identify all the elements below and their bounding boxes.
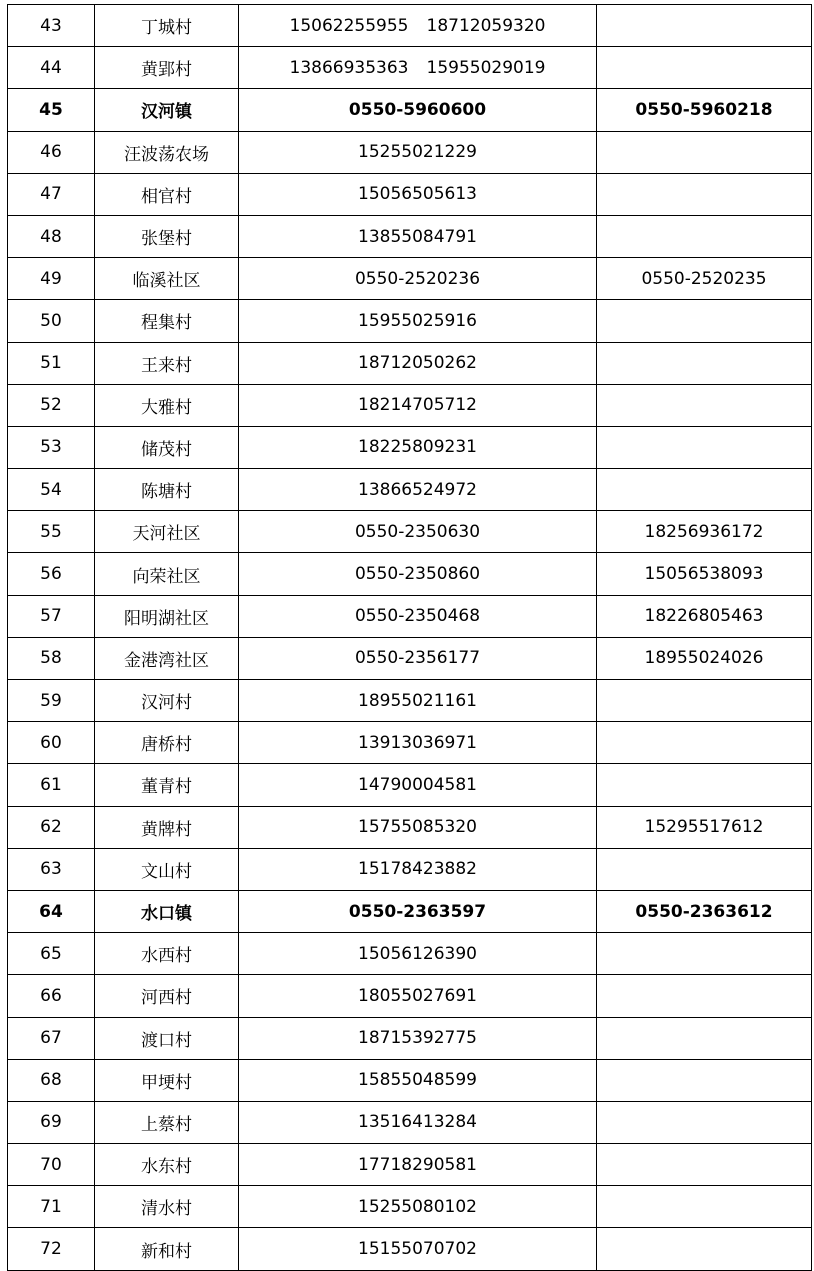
backup-phone-cell [597, 469, 812, 511]
phone-cell: 13913036971 [239, 722, 597, 764]
unit-name-cell: 清水村 [95, 1186, 239, 1228]
unit-name-cell: 文山村 [95, 848, 239, 890]
backup-phone-cell [597, 1228, 812, 1270]
phone-cell: 0550-2350468 [239, 595, 597, 637]
table-row [8, 469, 812, 511]
phone-cell: 15178423882 [239, 848, 597, 890]
phone-cell: 18225809231 [239, 426, 597, 468]
backup-phone-cell [597, 1017, 812, 1059]
row-number-cell: 53 [8, 426, 95, 468]
phone-cell: 18715392775 [239, 1017, 597, 1059]
row-number-cell: 43 [8, 5, 95, 47]
unit-name-cell: 黄牌村 [95, 806, 239, 848]
table-row [8, 1059, 812, 1101]
backup-phone-cell [597, 300, 812, 342]
phone-cell: 14790004581 [239, 764, 597, 806]
table-row [8, 258, 812, 300]
row-number-cell: 71 [8, 1186, 95, 1228]
phone-number: 15062255955 [289, 15, 409, 36]
phone-cell: 0550-2520236 [239, 258, 597, 300]
phone-cell: 0550-2350860 [239, 553, 597, 595]
phone-cell: 18214705712 [239, 384, 597, 426]
row-number-cell: 68 [8, 1059, 95, 1101]
backup-phone-cell [597, 426, 812, 468]
backup-phone-cell: 18955024026 [597, 637, 812, 679]
backup-phone-cell [597, 680, 812, 722]
unit-name-cell: 大雅村 [95, 384, 239, 426]
unit-name-cell: 新和村 [95, 1228, 239, 1270]
table-row [8, 764, 812, 806]
backup-phone-cell: 18256936172 [597, 511, 812, 553]
unit-name-cell: 水西村 [95, 933, 239, 975]
unit-name-cell: 汉河镇 [95, 89, 239, 131]
backup-phone-cell [597, 384, 812, 426]
unit-name-cell: 阳明湖社区 [95, 595, 239, 637]
unit-name-cell: 临溪社区 [95, 258, 239, 300]
table-row [8, 806, 812, 848]
phone-cell: 0550-2356177 [239, 637, 597, 679]
unit-name-cell: 渡口村 [95, 1017, 239, 1059]
backup-phone-cell [597, 975, 812, 1017]
phone-cell: 18955021161 [239, 680, 597, 722]
row-number-cell: 65 [8, 933, 95, 975]
backup-phone-cell: 0550-2520235 [597, 258, 812, 300]
backup-phone-cell [597, 131, 812, 173]
phone-number-secondary: 18712059320 [426, 15, 546, 36]
backup-phone-cell [597, 47, 812, 89]
table-row [8, 848, 812, 890]
row-number-cell: 62 [8, 806, 95, 848]
row-number-cell: 45 [8, 89, 95, 131]
table-row [8, 890, 812, 932]
row-number-cell: 49 [8, 258, 95, 300]
row-number-cell: 48 [8, 215, 95, 257]
phone-cell: 18055027691 [239, 975, 597, 1017]
row-number-cell: 58 [8, 637, 95, 679]
backup-phone-cell [597, 1101, 812, 1143]
row-number-cell: 59 [8, 680, 95, 722]
table-row [8, 975, 812, 1017]
row-number-cell: 70 [8, 1144, 95, 1186]
table-row [8, 131, 812, 173]
table-row [8, 300, 812, 342]
phone-cell: 15955025916 [239, 300, 597, 342]
phone-cell: 0550-2350630 [239, 511, 597, 553]
contact-table [7, 4, 812, 1271]
table-row [8, 342, 812, 384]
backup-phone-cell [597, 764, 812, 806]
backup-phone-cell: 15295517612 [597, 806, 812, 848]
unit-name-cell: 唐桥村 [95, 722, 239, 764]
backup-phone-cell: 0550-2363612 [597, 890, 812, 932]
unit-name-cell: 董青村 [95, 764, 239, 806]
backup-phone-cell: 0550-5960218 [597, 89, 812, 131]
phone-cell: 15155070702 [239, 1228, 597, 1270]
unit-name-cell: 汪波荡农场 [95, 131, 239, 173]
table-row [8, 173, 812, 215]
unit-name-cell: 向荣社区 [95, 553, 239, 595]
backup-phone-cell [597, 848, 812, 890]
unit-name-cell: 王来村 [95, 342, 239, 384]
row-number-cell: 67 [8, 1017, 95, 1059]
row-number-cell: 63 [8, 848, 95, 890]
backup-phone-cell: 18226805463 [597, 595, 812, 637]
table-row [8, 215, 812, 257]
row-number-cell: 61 [8, 764, 95, 806]
phone-cell: 18712050262 [239, 342, 597, 384]
backup-phone-cell [597, 5, 812, 47]
row-number-cell: 52 [8, 384, 95, 426]
unit-name-cell: 黄郢村 [95, 47, 239, 89]
unit-name-cell: 金港湾社区 [95, 637, 239, 679]
backup-phone-cell [597, 722, 812, 764]
table-row [8, 1186, 812, 1228]
unit-name-cell: 甲埂村 [95, 1059, 239, 1101]
table-row [8, 1144, 812, 1186]
unit-name-cell: 汉河村 [95, 680, 239, 722]
row-number-cell: 56 [8, 553, 95, 595]
table-row [8, 89, 812, 131]
phone-cell: 13866524972 [239, 469, 597, 511]
row-number-cell: 54 [8, 469, 95, 511]
backup-phone-cell: 15056538093 [597, 553, 812, 595]
table-row [8, 933, 812, 975]
table-row [8, 1017, 812, 1059]
row-number-cell: 55 [8, 511, 95, 553]
phone-cell: 15056126390 [239, 933, 597, 975]
row-number-cell: 46 [8, 131, 95, 173]
backup-phone-cell [597, 1144, 812, 1186]
row-number-cell: 50 [8, 300, 95, 342]
unit-name-cell: 水东村 [95, 1144, 239, 1186]
unit-name-cell: 程集村 [95, 300, 239, 342]
row-number-cell: 44 [8, 47, 95, 89]
table-row [8, 511, 812, 553]
table-row [8, 426, 812, 468]
phone-cell: 15056505613 [239, 173, 597, 215]
row-number-cell: 66 [8, 975, 95, 1017]
row-number-cell: 57 [8, 595, 95, 637]
unit-name-cell: 河西村 [95, 975, 239, 1017]
row-number-cell: 60 [8, 722, 95, 764]
table-row [8, 553, 812, 595]
phone-cell: 17718290581 [239, 1144, 597, 1186]
unit-name-cell: 上蔡村 [95, 1101, 239, 1143]
phone-cell: 13855084791 [239, 215, 597, 257]
table-row [8, 5, 812, 47]
phone-cell: 0550-2363597 [239, 890, 597, 932]
backup-phone-cell [597, 173, 812, 215]
phone-cell: 15755085320 [239, 806, 597, 848]
row-number-cell: 69 [8, 1101, 95, 1143]
unit-name-cell: 水口镇 [95, 890, 239, 932]
table-row [8, 47, 812, 89]
row-number-cell: 64 [8, 890, 95, 932]
table-row [8, 722, 812, 764]
table-row [8, 595, 812, 637]
phone-cell [239, 5, 597, 47]
phone-cell: 13516413284 [239, 1101, 597, 1143]
phone-cell: 15255080102 [239, 1186, 597, 1228]
backup-phone-cell [597, 342, 812, 384]
unit-name-cell: 相官村 [95, 173, 239, 215]
table-row [8, 637, 812, 679]
contact-table-body [8, 5, 812, 1271]
row-number-cell: 47 [8, 173, 95, 215]
backup-phone-cell [597, 1059, 812, 1101]
phone-cell: 15255021229 [239, 131, 597, 173]
table-row [8, 384, 812, 426]
backup-phone-cell [597, 933, 812, 975]
backup-phone-cell [597, 215, 812, 257]
row-number-cell: 72 [8, 1228, 95, 1270]
row-number-cell: 51 [8, 342, 95, 384]
unit-name-cell: 天河社区 [95, 511, 239, 553]
table-row [8, 680, 812, 722]
unit-name-cell: 丁城村 [95, 5, 239, 47]
phone-cell: 15855048599 [239, 1059, 597, 1101]
phone-cell: 0550-5960600 [239, 89, 597, 131]
unit-name-cell: 张堡村 [95, 215, 239, 257]
unit-name-cell: 陈塘村 [95, 469, 239, 511]
phone-number: 13866935363 [289, 57, 409, 78]
backup-phone-cell [597, 1186, 812, 1228]
table-row [8, 1228, 812, 1270]
unit-name-cell: 储茂村 [95, 426, 239, 468]
phone-number-secondary: 15955029019 [426, 57, 546, 78]
phone-cell [239, 47, 597, 89]
table-row [8, 1101, 812, 1143]
